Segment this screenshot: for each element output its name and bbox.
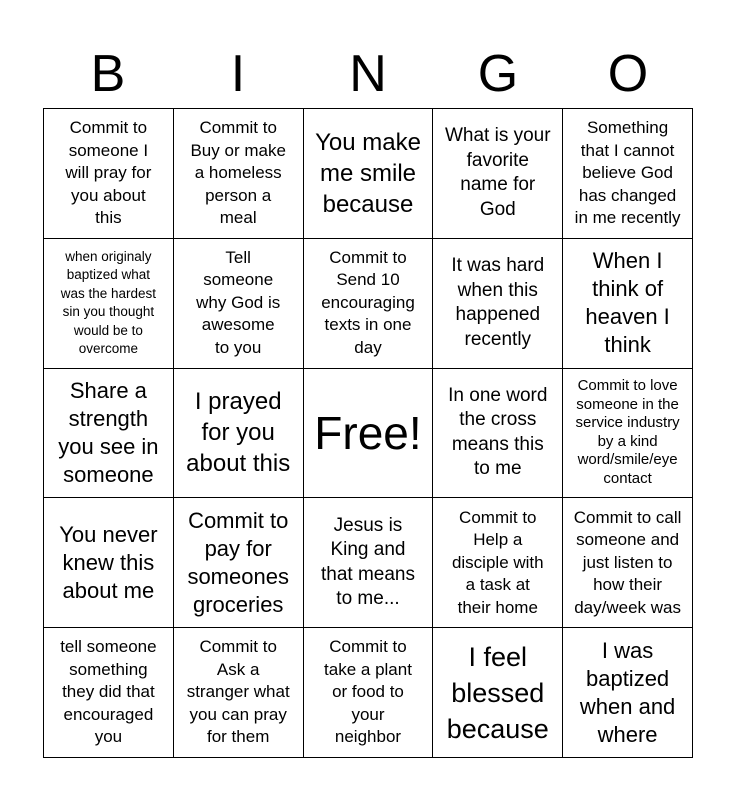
bingo-cell-r2-c2[interactable] <box>174 239 304 369</box>
bingo-cell-r2-c5[interactable] <box>563 239 693 369</box>
bingo-cell-free[interactable] <box>304 369 434 499</box>
cell-text: It was hard when this happened recently <box>451 255 545 350</box>
cell-text: Tell someone why God is awesome to you <box>196 247 281 357</box>
cell-text: when originaly baptized what was the hardest sin you thought would be to overcome <box>60 248 157 357</box>
header-letter-b: B <box>90 45 126 103</box>
header-letter-i: I <box>230 45 246 103</box>
cell-text: tell someone something they did that encouraged you <box>60 637 157 747</box>
cell-text: Something that I cannot believe God has changed in me recently <box>574 118 681 228</box>
header-letter-n: N <box>349 45 387 103</box>
bingo-cell-r1-c1[interactable] <box>44 109 174 239</box>
cell-text: Commit to pay for someones groceries <box>187 507 289 617</box>
bingo-cell-r4-c4[interactable] <box>433 498 563 628</box>
bingo-cell-r4-c5[interactable] <box>563 498 693 628</box>
bingo-cell-r5-c1[interactable] <box>44 628 174 758</box>
bingo-cell-r3-c5[interactable] <box>563 369 693 499</box>
cell-text: Free! <box>314 406 422 459</box>
bingo-cell-r5-c5[interactable] <box>563 628 693 758</box>
bingo-cell-r1-c4[interactable] <box>433 109 563 239</box>
cell-text: What is your favorite name for God <box>444 125 551 220</box>
bingo-cell-r3-c2[interactable] <box>174 369 304 499</box>
cell-text: In one word the cross means this to me <box>448 384 548 480</box>
cell-text: Jesus is King and that means to me... <box>320 514 415 610</box>
header-letter-o: O <box>607 45 649 103</box>
cell-text: You make me smile because <box>315 128 421 218</box>
header-letter-g: G <box>477 45 519 103</box>
cell-text: Share a strength you see in someone <box>58 377 159 487</box>
bingo-cell-r3-c4[interactable] <box>433 369 563 499</box>
bingo-cell-r3-c1[interactable] <box>44 369 174 499</box>
bingo-header <box>43 40 693 108</box>
bingo-cell-r2-c4[interactable] <box>433 239 563 369</box>
bingo-board <box>43 108 693 758</box>
cell-text: I was baptized when and where <box>579 637 676 747</box>
cell-text: I feel blessed because <box>446 641 549 744</box>
cell-text: Commit to take a plant or food to your neighbor <box>324 637 412 747</box>
bingo-cell-r4-c1[interactable] <box>44 498 174 628</box>
bingo-cell-r5-c4[interactable] <box>433 628 563 758</box>
cell-text: Commit to call someone and just listen to how their day/week was <box>573 507 682 617</box>
cell-text: I prayed for you about this <box>186 388 291 478</box>
bingo-cell-r1-c2[interactable] <box>174 109 304 239</box>
cell-text: Commit to Help a disciple with a task at their home <box>451 507 544 617</box>
bingo-cell-r2-c3[interactable] <box>304 239 434 369</box>
cell-text: Commit to Ask a stranger what you can pray for them <box>186 637 290 747</box>
bingo-cell-r1-c3[interactable] <box>304 109 434 239</box>
cell-text: Commit to Buy or make a homeless person a meal <box>190 118 286 228</box>
cell-text: Commit to love someone in the service industry by a kind word/smile/eye contact <box>575 377 680 487</box>
cell-text: You never knew this about me <box>59 521 158 603</box>
cell-text: Commit to Send 10 encouraging texts in one day <box>321 247 415 357</box>
cell-text: Commit to someone I will pray for you about this <box>65 118 152 228</box>
bingo-cell-r4-c3[interactable] <box>304 498 434 628</box>
bingo-cell-r5-c3[interactable] <box>304 628 434 758</box>
bingo-cell-r2-c1[interactable] <box>44 239 174 369</box>
cell-text: When I think of heaven I think <box>585 248 670 358</box>
bingo-cell-r1-c5[interactable] <box>563 109 693 239</box>
bingo-cell-r4-c2[interactable] <box>174 498 304 628</box>
bingo-cell-r5-c2[interactable] <box>174 628 304 758</box>
